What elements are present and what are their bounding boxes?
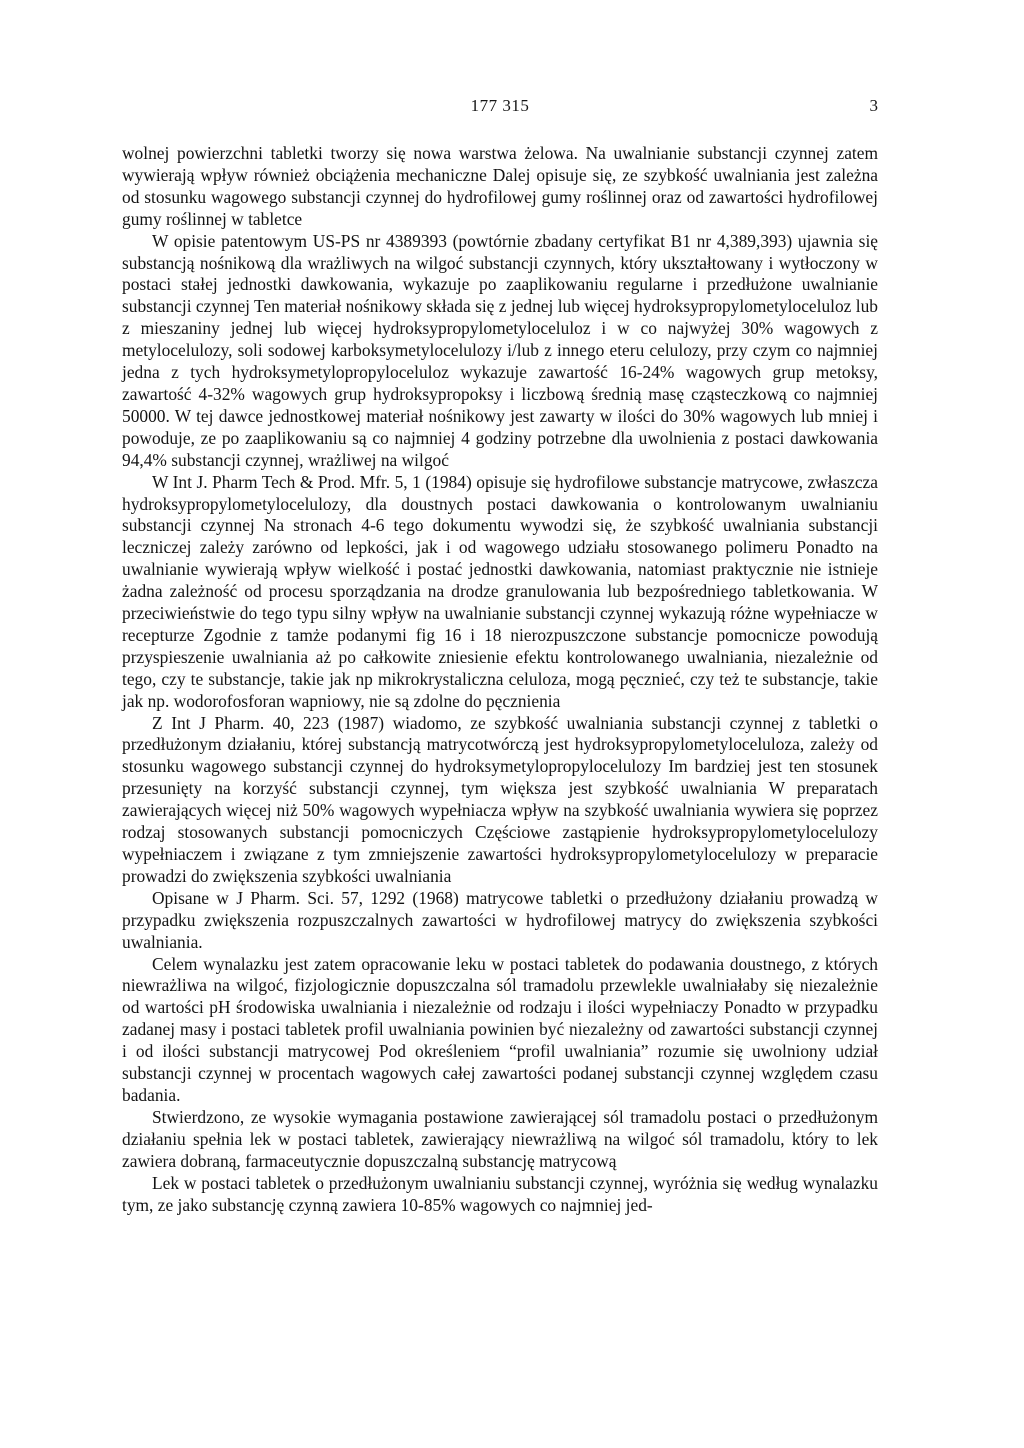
page-header	[122, 96, 878, 120]
paragraph-5: Opisane w J Pharm. Sci. 57, 1292 (1968) matrycowe tabletki o przedłużony działaniu prowadzą w przypadku zwiększenia rozpuszczalnych zawartości w hydrofilowej matrycy do zwiększenia szybkości uwalniania.	[122, 887, 878, 952]
patent-number: 177 315	[470, 96, 530, 115]
paragraph-7: Stwierdzono, ze wysokie wymagania postawione zawierającej sól tramadolu postaci o przedłużonym działaniu spełnia lek w postaci tabletek, zawierający niewrażliwą na wilgoć sól tramadolu, który to lek zawiera dobraną, farmaceutycznie dopuszczalną substancję matrycową	[122, 1106, 878, 1171]
paragraph-3: W Int J. Pharm Tech & Prod. Mfr. 5, 1 (1984) opisuje się hydrofilowe substancje matrycowe, zwłaszcza hydroksypropylometylocelulozy, dla doustnych postaci dawkowania o kontrolowanym uwalnianiu substancji czynnej Na stronach 4-6 tego dokumentu wywodzi się, że szybkość uwalniania substancji leczniczej zależy zarówno od lepkości, jak i od wagowego udziału stosowanego polimeru Ponadto na uwalnianie wywierają wpływ wielkość i postać jednostki dawkowania, natomiast praktycznie nie istnieje żadna zależność od procesu sporządzania na drodze granulowania lub bezpośredniego tabletkowania. W przeciwieństwie do tego typu silny wpływ na uwalnianie substancji czynnej wykazują różne wypełniacze w recepturze Zgodnie z tamże podanymi fig 16 i 18 nierozpuszczone substancje pomocnicze powodują przyspieszenie uwalniania aż po całkowite zniesienie efektu kontrolowanego uwalniania, niezależnie od tego, czy te substancje, takie jak np mikrokrystaliczna celuloza, mogą pęcznieć, czy też te substancje, takie jak np. wodorofosforan wapniowy, nie są zdolne do pęcznienia	[122, 471, 878, 711]
page-number: 3	[869, 96, 878, 115]
body-text	[122, 143, 878, 1216]
paragraph-4: Z Int J Pharm. 40, 223 (1987) wiadomo, ze szybkość uwalniania substancji czynnej z tabletki o przedłużonym działaniu, której substancją matrycotwórczą jest hydroksypropylometyloceluloza, zależy od stosunku wagowego substancji czynnej do hydroksymetylopropylocelulozy Im bardziej jest ten stosunek przesunięty na korzyść substancji czynnej, tym większa jest szybkość uwalniania W preparatach zawierających więcej niż 50% wagowych wypełniacza wpływ na szybkość uwalniania wywiera się poprzez rodzaj stosowanych substancji pomocniczych Częściowe zastąpienie hydroksypropylometylocelulozy wypełniaczem i związane z tym zmniejszenie zawartości hydroksypropylometylocelulozy w preparacie prowadzi do zwiększenia szybkości uwalniania	[122, 712, 878, 886]
paragraph-6: Celem wynalazku jest zatem opracowanie leku w postaci tabletek do podawania doustnego, z których niewrażliwa na wilgoć, fizjologicznie dopuszczalna sól tramadolu przewlekle uwalniałaby się niezależnie od wartości pH środowiska uwalniania i niezależnie od rodzaju i ilości wypełniaczy Ponadto w przypadku zadanej masy i postaci tabletek profil uwalniania powinien być niezależny od zawartości substancji czynnej i od ilości substancji matrycowej Pod określeniem “profil uwalniania” rozumie się uwolniony udział substancji czynnej w procentach wagowych całej zawartości podanej substancji czynnej względem czasu badania.	[122, 953, 878, 1105]
paragraph-1: wolnej powierzchni tabletki tworzy się nowa warstwa żelowa. Na uwalnianie substancji czynnej zatem wywierają wpływ również obciążenia mechaniczne Dalej opisuje się, ze szybkość uwalniania jest zależna od stosunku wagowego substancji czynnej do hydrofilowej gumy roślinnej oraz od zawartości hydrofilowej gumy roślinnej w tabletce	[122, 143, 878, 229]
paragraph-2: W opisie patentowym US-PS nr 4389393 (powtórnie zbadany certyfikat B1 nr 4,389,393) ujawnia się substancją nośnikową dla wrażliwych na wilgoć substancji czynnych, który ukształtowany i wytłoczony w postaci stałej jednostki dawkowania, wykazuje po zaaplikowaniu regularne i przedłużone uwalnianie substancji czynnej Ten materiał nośnikowy składa się z jednej lub więcej hydroksypropylometyloceluloz lub z mieszaniny jednej lub więcej hydroksypropylometyloceluloz i w co najwyżej 30% wagowych z metylocelulozy, soli sodowej karboksymetylocelulozy i/lub z innego eteru celulozy, przy czym co najmniej jedna z tych hydroksymetylopropyloceluloz wykazuje zawartość 16-24% wagowych grup metoksy, zawartość 4-32% wagowych grup hydroksypropoksy i liczbową średnią masę cząsteczkową co najmniej 50000. W tej dawce jednostkowej materiał nośnikowy jest zawarty w ilości do 30% wagowych lub mniej i powoduje, ze po zaaplikowaniu są co najmniej 4 godziny potrzebne dla uwolnienia z postaci dawkowania 94,4% substancji czynnej, wrażliwej na wilgoć	[122, 230, 878, 470]
paragraph-8: Lek w postaci tabletek o przedłużonym uwalnianiu substancji czynnej, wyróżnia się według wynalazku tym, ze jako substancję czynną zawiera 10-85% wagowych co najmniej jed-	[122, 1172, 878, 1215]
